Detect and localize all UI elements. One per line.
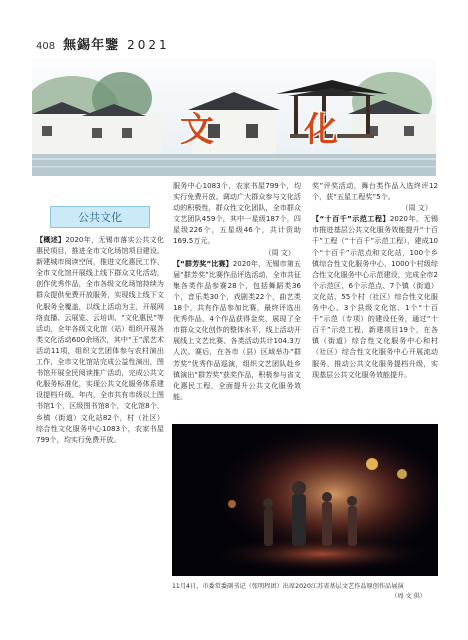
banner-character-wen: 文 bbox=[180, 110, 214, 150]
page-header bbox=[36, 34, 436, 58]
column-3 bbox=[312, 180, 438, 380]
continuation-text: 服务中心1083个，农家书屋799个，均实行免费开放。调动广大群众参与文化活动的积极性，群众性文化团队，全市群众文艺团队459个，其中一星级187个，四星级226个，五星级46个，共计资助169.5万元。 bbox=[173, 181, 301, 246]
photo-credit: （周 文 供） bbox=[391, 593, 426, 600]
book-title: 無錫年鑒 bbox=[63, 38, 120, 53]
paragraph-continuation-2 bbox=[312, 180, 438, 202]
photo-caption bbox=[172, 582, 438, 602]
chapter-banner-image bbox=[32, 58, 436, 176]
banner-illustration bbox=[32, 58, 436, 176]
section-title bbox=[50, 206, 150, 228]
shibaiqian-text: 2020年，无锡市推进基层公共文化服务效能提升“十百千”工程（“十百千”示范工程），建成10个“十百千”示范点和文化站，100个乡镇综合性文化服务中心，1000个村级综合性文化服务中心示范建设，完成全市2个示范区、6个示范点、7个镇（街道）文化站、55个村（社区）综合性文化服务中心、3个县级文化馆、1个“十百千”示范（专项）的建设任务，通过“十百千”示范工程，新建项目19个，在各镇（街道）综合性文化服务中心和村（社区）综合性文化服务中心开展流动服务，推动公共文化服务提档升级，实现基层公共文化服务效能提升。 bbox=[312, 214, 438, 379]
page-number: 408 bbox=[36, 41, 56, 52]
column-2 bbox=[173, 180, 301, 402]
qunfangjiang-text: 2020年，无锡市第五届“群芳奖”比赛作品评选活动，全市共征集各类作品参赛28个，包括舞蹈类36个，音乐类30个，戏剧类22个，曲艺类18个，共有作品参加比赛，最终评选出优秀作品，4个作品获得金奖，展现了全市群众文化创作的整体水平，线上活动开展线上文艺比赛、各类活动共计104.3万人次。赛后，在各市（县）区域举办“群芳奖”优秀作品巡演，组织文艺团队赴乡镇演出“群芳奖”获奖作品，积极参与省文化惠民工程，全面提升公共文化服务效能。 bbox=[173, 258, 301, 401]
entry-tag-qunfangjiang: 【“群芳奖”比赛】 bbox=[173, 258, 233, 268]
author-credit: （周 文） bbox=[401, 203, 432, 213]
entry-tag-overview: 【概述】 bbox=[36, 235, 66, 244]
column-1 bbox=[36, 234, 164, 445]
stage-photo-illustration bbox=[172, 424, 438, 576]
paragraph-shibaiqian bbox=[312, 213, 438, 379]
caption-text: 11月4日，市委常委副书记（张明程团）出席2020江苏省基层文艺作品原创作品展演 bbox=[172, 583, 404, 590]
book-year: 2021 bbox=[127, 38, 170, 52]
banner-character-hua: 化 bbox=[304, 110, 338, 150]
overview-text: 2020年，无锡市落实公共文化惠民项目，推进全市文化场馆项目建设，新建城市阅读空间，推进文化惠民工作，全市文化馆开展线上线下群众文化活动，创作优秀作品，全市各级文化场馆持续为群众提供免费开放服务，实现线上线下文化服务全覆盖，以线上活动为主，开展网络直播、云展览、云培训、“文化惠民”等活动，全年各级文化馆（站）组织开展各类文化活动600余场次，其中“王”派艺术活动11项，组织文艺团体参与农村演出工作，全市文化馆站完成公益性演出，图书馆开展全民阅读推广活动，完成公共文化服务标准化，实现公共文化服务体系建设提档升级。年内，全市共有市级以上图书馆1个，区级图书馆8个，文化馆8个，乡镇（街道）文化站82个，村（社区）综合性文化服务中心1083个，农家书屋799个，均实行免费开放。 bbox=[36, 235, 165, 444]
paragraph-overview bbox=[36, 234, 164, 445]
paragraph-continuation bbox=[173, 180, 301, 247]
entry-tag-shibaiqian: 【“十百千”示范工程】 bbox=[312, 214, 390, 224]
stage-performance-photo bbox=[172, 424, 438, 576]
paragraph-qunfangjiang bbox=[173, 258, 301, 402]
section-title-text: 公共文化 bbox=[78, 211, 122, 224]
author-credit: （周 文） bbox=[264, 247, 295, 257]
continuation-text-2: 奖”评奖活动，舞台类作品入选终评12个，获“五星工程奖”5个。 bbox=[312, 181, 438, 202]
